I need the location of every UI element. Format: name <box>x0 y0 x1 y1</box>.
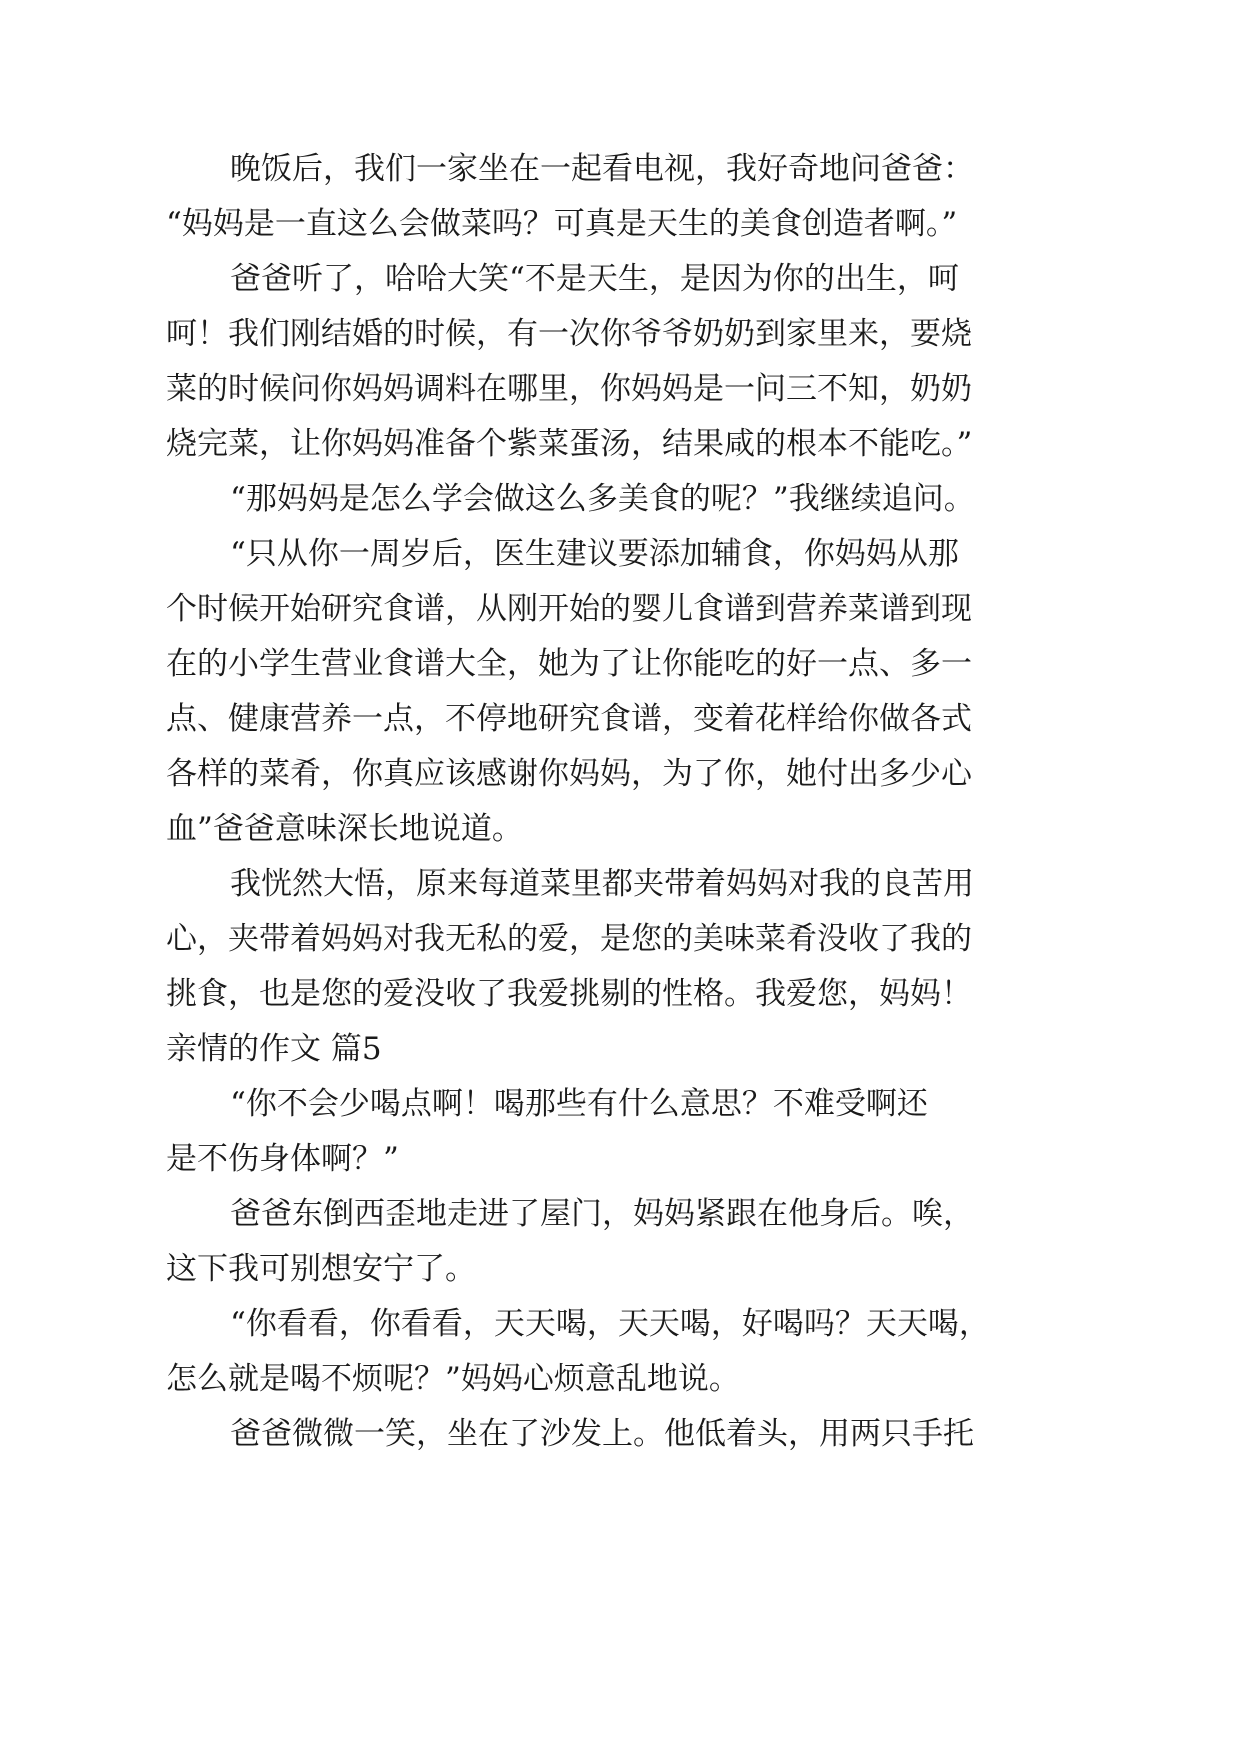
text-line: 烧完菜，让你妈妈准备个紫菜蛋汤，结果咸的根本不能吃。” <box>166 426 973 462</box>
text-line: “只从你一周岁后，医生建议要添加辅食，你妈妈从那 <box>230 536 959 572</box>
text-line: 这下我可别想安宁了。 <box>166 1251 476 1287</box>
text-line: “妈妈是一直这么会做菜吗？可真是天生的美食创造者啊。” <box>166 206 958 242</box>
text-line: 血”爸爸意味深长地说道。 <box>166 811 523 847</box>
text-line: 心，夹带着妈妈对我无私的爱，是您的美味菜肴没收了我的 <box>166 921 972 957</box>
section-heading: 亲情的作文 篇5 <box>166 1031 382 1067</box>
text-line: 爸爸微微一笑，坐在了沙发上。他低着头，用两只手托 <box>230 1416 974 1452</box>
text-line: 是不伤身体啊？” <box>166 1141 399 1177</box>
text-line: 晚饭后，我们一家坐在一起看电视，我好奇地问爸爸： <box>230 151 974 187</box>
text-line: “你不会少喝点啊！喝那些有什么意思？不难受啊还 <box>230 1086 928 1122</box>
text-line: 点、健康营养一点，不停地研究食谱，变着花样给你做各式 <box>166 701 972 737</box>
text-line: “那妈妈是怎么学会做这么多美食的呢？”我继续追问。 <box>230 481 975 517</box>
text-line: 爸爸听了，哈哈大笑“不是天生，是因为你的出生，呵 <box>230 261 959 297</box>
text-line: 我恍然大悟，原来每道菜里都夹带着妈妈对我的良苦用 <box>230 866 974 902</box>
text-line: 挑食，也是您的爱没收了我爱挑剔的性格。我爱您，妈妈！ <box>166 976 972 1012</box>
text-line: 各样的菜肴，你真应该感谢你妈妈，为了你，她付出多少心 <box>166 756 972 792</box>
text-line: 怎么就是喝不烦呢？”妈妈心烦意乱地说。 <box>166 1361 740 1397</box>
text-line: 在的小学生营业食谱大全，她为了让你能吃的好一点、多一 <box>166 646 972 682</box>
text-line: 呵！我们刚结婚的时候，有一次你爷爷奶奶到家里来，要烧 <box>166 316 972 352</box>
text-line: 个时候开始研究食谱，从刚开始的婴儿食谱到营养菜谱到现 <box>166 591 972 627</box>
text-line: 菜的时候问你妈妈调料在哪里，你妈妈是一问三不知，奶奶 <box>166 371 972 407</box>
text-line: “你看看，你看看，天天喝，天天喝，好喝吗？天天喝， <box>230 1306 990 1342</box>
text-line: 爸爸东倒西歪地走进了屋门，妈妈紧跟在他身后。唉， <box>230 1196 974 1232</box>
